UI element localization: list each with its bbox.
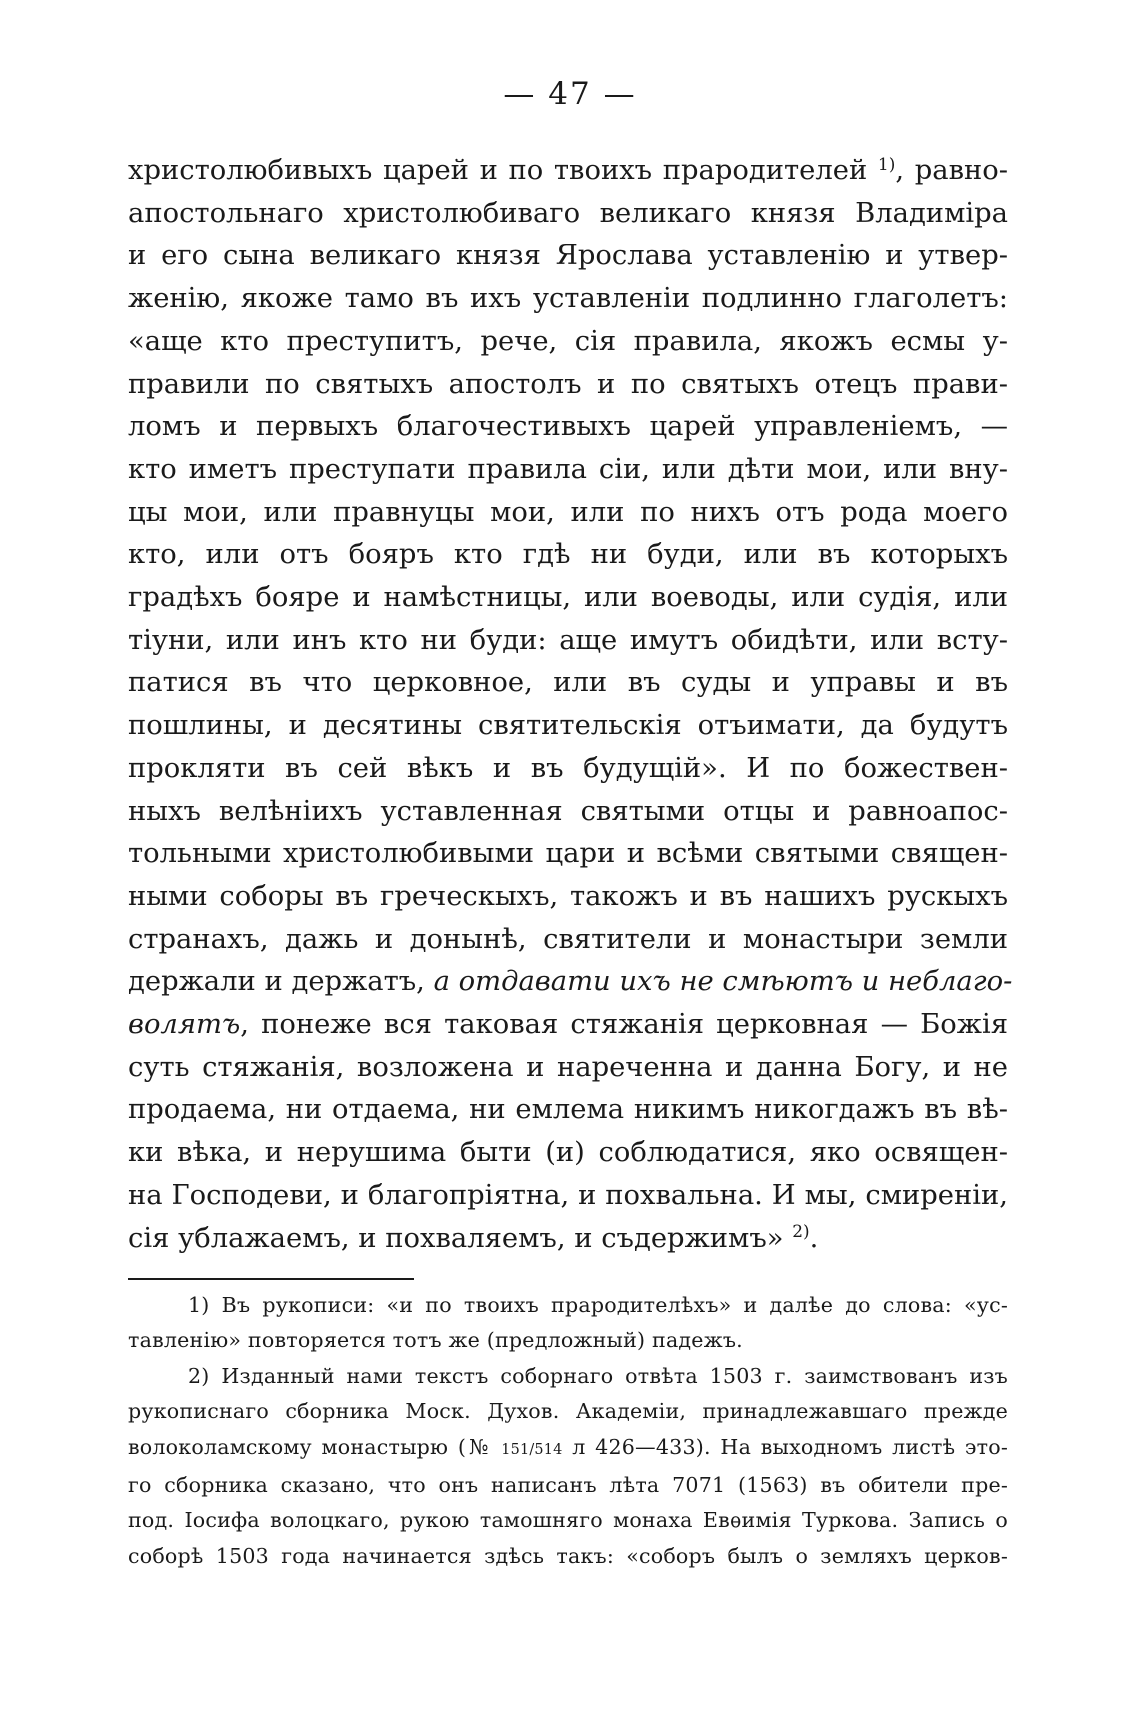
text-line: цы мои, или правнуцы мои, или по нихъ отъ рода моего bbox=[128, 496, 1008, 528]
page-number: — 47 — bbox=[503, 76, 637, 112]
text-line: ломъ и первыхъ благочестивыхъ царей управленіемъ, — bbox=[128, 411, 1008, 443]
footnote-line: под. Іосифа волоцкаго, рукою тамошняго монаха Евѳимія Туркова. Запись о bbox=[128, 1508, 1008, 1533]
text-line: патися въ что церковное, или въ суды и управы и въ bbox=[128, 667, 1008, 699]
text-line: кто иметъ преступати правила сіи, или дѣти мои, или вну- bbox=[128, 453, 1008, 485]
text-line: суть стяжанія, возложена и нареченна и данна Богу, и не bbox=[128, 1051, 1008, 1083]
text-line: продаема, ни отдаема, ни емлема никимъ никогдажъ въ вѣ- bbox=[128, 1094, 1008, 1126]
text-line: апостольнаго христолюбиваго великаго князя Владиміра bbox=[128, 197, 1008, 229]
text-line: сія ублажаемъ, и похваляемъ, и съдержимъ» $^{2)}$. bbox=[128, 1222, 819, 1254]
text-line: женію, якоже тамо въ ихъ уставленіи подлинно глаголетъ: bbox=[128, 283, 1008, 315]
text-line: прокляти въ сей вѣкъ и въ будущій». И по божествен- bbox=[128, 752, 1008, 784]
footnote-line: волоколамскому монастырю (№ 151/514 л 426—433). На выходномъ листѣ это- bbox=[128, 1434, 1008, 1459]
footnote-line: соборѣ 1503 года начинается здѣсь такъ: «соборъ былъ о земляхъ церков- bbox=[128, 1543, 1008, 1568]
text-line: правили по святыхъ апостолъ и по святыхъ отецъ прави- bbox=[128, 368, 1008, 400]
footnote-ref: 1) bbox=[877, 154, 896, 175]
footnote-divider bbox=[128, 1278, 414, 1280]
text-line: на Господеви, и благопріятна, и похвальна. И мы, смиреніи, bbox=[128, 1179, 1008, 1211]
footnote-line: тавленію» повторяется тотъ же (предложный) падежъ. bbox=[128, 1328, 743, 1353]
text-line: странахъ, дажь и донынѣ, святители и монастыри земли bbox=[128, 923, 1008, 955]
footnote-line: 1) Въ рукописи: «и по твоихъ прародителѣхъ» и далѣе до слова: «ус- bbox=[188, 1293, 1008, 1317]
text-line: волятъ, понеже вся таковая стяжанія церковная — Божія bbox=[128, 1009, 1008, 1041]
text-line: христолюбивыхъ царей и по твоихъ прародителей $^{1)}$, равно- bbox=[128, 154, 1008, 186]
text-line: тіуни, или инъ кто ни буди: аще имутъ обидѣти, или всту- bbox=[128, 624, 1008, 656]
text-line: держали и держатъ, а отдавати ихъ не смѣютъ и неблаго- bbox=[128, 966, 1013, 998]
main-text bbox=[128, 150, 1013, 1260]
text-line: ныхъ велѣніихъ уставленная святыми отцы и равноапос- bbox=[128, 795, 1008, 827]
text-line: ными соборы въ греческыхъ, такожъ и въ нашихъ рускыхъ bbox=[128, 880, 1008, 912]
footnote-line: го сборника сказано, что онъ написанъ лѣта 7071 (1563) въ обители пре- bbox=[128, 1473, 1008, 1498]
folio-fraction: 151/514 bbox=[501, 1441, 563, 1458]
italic-phrase: а отдавати ихъ не смѣютъ и неблаго- bbox=[433, 966, 1013, 998]
text-line: ки вѣка, и нерушима быти (и) соблюдатися, яко освящен- bbox=[128, 1137, 1008, 1169]
italic-phrase: волятъ bbox=[128, 1009, 241, 1041]
text-line: кто, или отъ бояръ кто гдѣ ни буди, или въ которыхъ bbox=[128, 539, 1008, 571]
footnote-ref: 2) bbox=[792, 1222, 810, 1243]
footnotes bbox=[128, 1288, 1008, 1574]
text-line: градѣхъ бояре и намѣстницы, или воеводы, или судія, или bbox=[128, 582, 1008, 614]
text-line: тольными христолюбивыми цари и всѣми святыми священ- bbox=[128, 838, 1008, 870]
footnote-line: 2) Изданный нами текстъ соборнаго отвѣта 1503 г. заимствованъ изъ bbox=[188, 1363, 1008, 1388]
text-line: и его сына великаго князя Ярослава уставленію и утвер- bbox=[128, 240, 1008, 272]
text-line: пошлины, и десятины святительскія отъимати, да будутъ bbox=[128, 710, 1008, 742]
footnote-line: рукописнаго сборника Моск. Духов. Академіи, принадлежавшаго прежде bbox=[128, 1399, 1008, 1424]
text-line: «аще кто преступитъ, рече, сія правила, якожъ есмы у- bbox=[128, 325, 1008, 357]
